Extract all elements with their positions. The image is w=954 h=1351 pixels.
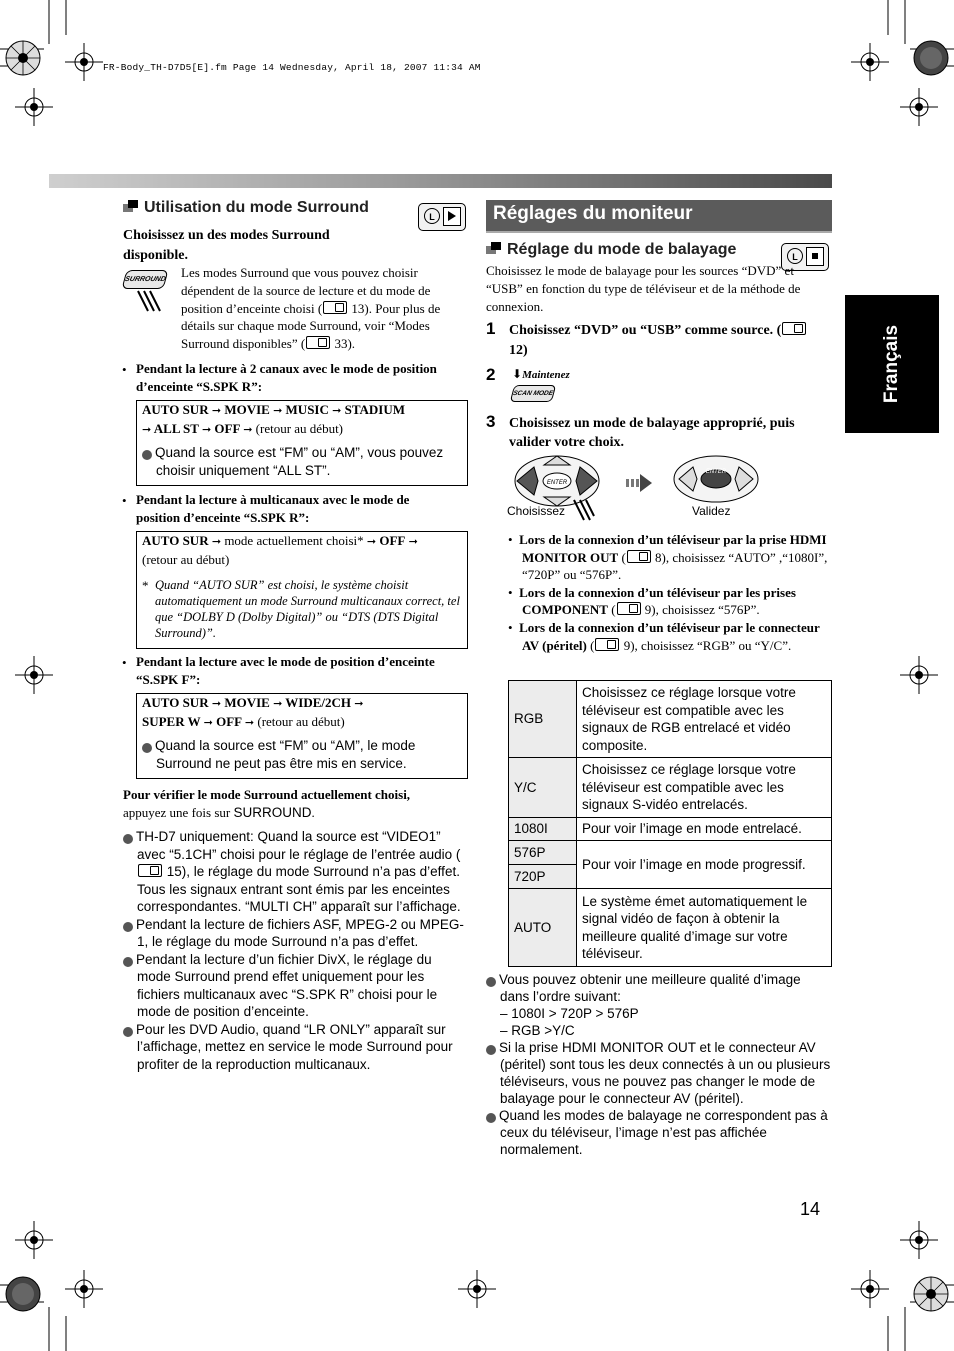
surround-heading: [123, 199, 369, 217]
table-row: [509, 889, 832, 967]
surround-key: SURROUND: [121, 270, 168, 289]
color-target-mark: [5, 1276, 41, 1312]
bullet-multichannel: Pendant la lecture à multicanaux avec le mode de position d’enceinte “S.SPK R”:: [136, 492, 410, 525]
surround-heading-text: Utilisation du mode Surround: [144, 199, 369, 216]
left-notes: [117, 828, 468, 1073]
step-number: 2: [486, 365, 496, 384]
language-tab: [845, 295, 939, 433]
page-ref-icon: [138, 864, 162, 877]
finger-icon: [124, 289, 170, 313]
section-title: Réglages du moniteur: [493, 203, 693, 224]
page-number: 14: [800, 1199, 821, 1219]
language-tab-label: Français: [881, 324, 902, 404]
page-ref-icon: [306, 336, 330, 349]
connection-bullet: • Lors de la connexion d’un téléviseur par la prise HDMI MONITOR OUT ( 8), choisissez “AUTO” ,“1080I”, “720P” ou “576P”.: [508, 532, 828, 583]
note-icon: ✓: [142, 450, 152, 460]
mode-sequence: AUTO SUR ➞ MOVIE ➞ WIDE/2CH ➞ SUPER W ➞ OFF ➞ (retour au début): [142, 695, 364, 729]
registration-mark: [65, 1270, 103, 1308]
mode-sequence: AUTO SUR ➞ MOVIE ➞ MUSIC ➞ STADIUM ➞ ALL ST ➞ OFF ➞ (retour au début): [142, 402, 406, 436]
note-icon: ✓: [486, 1113, 496, 1123]
color-target-mark: [913, 40, 949, 76]
surround-button-icon: [124, 270, 170, 312]
note-icon: ✓: [486, 977, 496, 987]
registration-mark: [15, 88, 53, 126]
note-item: ✓ Pour les DVD Audio, quand “LR ONLY” apparaît sur l’affichage, mettez en service le mode Surround pour profiter de la reproduction multicanaux.: [117, 1021, 453, 1072]
note-item: ✓ Vous pouvez obtenir une meilleure qualité d’image dans l’ordre suivant:: [480, 972, 801, 1004]
bullet-dot: •: [122, 362, 127, 377]
scan-heading: [486, 241, 736, 259]
color-target-mark: [913, 1276, 949, 1312]
table-key: 720P: [509, 865, 577, 889]
clock-icon: L: [787, 248, 803, 264]
scan-mode-key: SCAN MODE: [510, 385, 557, 402]
note-fm-am: ✓ Quand la source est “FM” ou “AM”, le mode Surround ne peut pas être mis en service.: [136, 738, 416, 771]
page-ref-icon: [617, 602, 641, 615]
bullet-dot: •: [122, 655, 127, 670]
note-icon: ✓: [486, 1045, 496, 1055]
scan-heading-text: Réglage du mode de balayage: [507, 241, 737, 258]
top-bar: [49, 174, 832, 188]
table-key: AUTO: [509, 889, 577, 967]
mode-sequence: AUTO SUR ➞ mode actuellement choisi* ➞ OFF ➞ (retour au début): [142, 533, 418, 567]
page-ref-icon: [595, 638, 619, 651]
file-header: FR-Body_TH-D7D5[E].fm Page 14 Wednesday, April 18, 2007 11:34 AM: [103, 62, 481, 73]
press-hold-icon: ⬇: [512, 367, 523, 381]
registration-mark: [65, 43, 103, 81]
table-desc: Choisissez ce réglage lorsque votre téléviseur est compatible avec les signaux de RGB entrelacé et vidéo composite.: [577, 681, 832, 758]
mode-box-2ch: [136, 400, 468, 486]
registration-mark: [851, 43, 889, 81]
clock-icon: L: [424, 208, 440, 224]
step-number: 3: [486, 412, 496, 431]
mode-box-multichannel: [136, 531, 468, 649]
note-icon: ✓: [123, 1027, 133, 1037]
note-item: ✓ TH-D7 uniquement: Quand la source est “VIDEO1” avec “5.1CH” choisi pour le réglage de l’entrée audio ( 15), le réglage du mode Surround n’a pas d’effet. Tous les signaux entrant sont émis par les enceintes correspondantes. “MULTI CH” apparaît sur l’affichage.: [117, 829, 461, 914]
registration-mark: [900, 656, 938, 694]
enter-key-label: ENTER: [705, 469, 727, 475]
step-1: Choisissez “DVD” ou “USB” comme source. ( 12): [509, 321, 829, 361]
scan-mode-table: [508, 680, 832, 967]
choose-label: Choisissez: [507, 504, 566, 518]
section-icon: [123, 200, 138, 213]
mode-box-spk-f: [136, 693, 468, 779]
connection-bullet: • Lors de la connexion d’un téléviseur par les prises COMPONENT ( 9), choisissez “576P”.: [508, 584, 796, 618]
verify-surround: Pour vérifier le mode Surround actuellement choisi, appuyez une fois sur SURROUND.: [123, 787, 411, 820]
arrow-right-icon: [626, 474, 652, 492]
step-3: Choisissez un mode de balayage approprié, puis valider votre choix.: [509, 416, 795, 450]
bullet-2ch: Pendant la lecture à 2 canaux avec le mode de position d’enceinte “S.SPK R”:: [136, 361, 437, 394]
note-subline: – RGB >Y/C: [500, 1023, 575, 1038]
step-2: ⬇Maintenez SCAN MODE: [512, 365, 570, 402]
finger-icon: [568, 498, 596, 522]
table-desc: Pour voir l’image en mode entrelacé.: [577, 818, 832, 841]
bullet-dot: •: [122, 493, 127, 508]
bullet-spk-f: Pendant la lecture avec le mode de position d’enceinte “S.SPK F”:: [136, 654, 435, 687]
page-ref-icon: [627, 550, 651, 563]
note-subline: – 1080I > 720P > 576P: [500, 1006, 639, 1021]
registration-mark: [900, 1221, 938, 1259]
table-row: [509, 681, 832, 758]
screen-icon: [443, 207, 461, 226]
scan-intro: Choisissez le mode de balayage pour les sources “DVD” et “USB” en fonction du type de téléviseur et de la méthode de connexion.: [486, 263, 801, 314]
table-key: Y/C: [509, 758, 577, 818]
note-icon: ✓: [142, 743, 152, 753]
registration-mark: [15, 656, 53, 694]
table-row: [509, 818, 832, 841]
cursor-pad-validate-icon: [671, 453, 761, 505]
registration-mark: [851, 1270, 889, 1308]
registration-mark: [15, 1221, 53, 1259]
step-number: 1: [486, 319, 496, 338]
table-desc: Choisissez ce réglage lorsque votre téléviseur est compatible avec les signaux S-vidéo entrelacés.: [577, 758, 832, 818]
surround-intro-text: Les modes Surround que vous pouvez choisir dépendent de la source de lecture et du mode de position d’enceinte choisi ( 13). Pour plus de détails sur chaque mode Surround, voir “Modes Surround disponibles” ( 33).: [181, 265, 441, 352]
validate-label: Validez: [692, 504, 731, 518]
page-ref-icon: [323, 301, 347, 314]
table-desc: Pour voir l’image en mode progressif.: [577, 841, 832, 889]
note-item: ✓ Pendant la lecture d’un fichier DivX, le réglage du mode Surround prend effet uniquement pour les fichiers multicanaux avec “S.SPK R” choisi pour le mode de position d’enceinte.: [117, 951, 438, 1019]
color-target-mark: [5, 40, 41, 76]
table-row: [509, 758, 832, 818]
table-key: 1080I: [509, 818, 577, 841]
table-key: 576P: [509, 841, 577, 865]
footnote-auto-sur: Quand “AUTO SUR” est choisi, le système choisit automatiquement un mode Surround multicanaux correct, tel que “DOLBY D (Dolby Digital)” ou “DTS (DTS Digital Surround)”.: [155, 578, 460, 640]
connection-bullet: • Lors de la connexion d’un téléviseur par le connecteur AV (péritel) ( 9), choisissez “RGB” ou “Y/C”.: [508, 619, 820, 653]
note-fm-am: ✓ Quand la source est “FM” ou “AM”, vous pouvez choisir uniquement “ALL ST”.: [136, 445, 444, 478]
connection-bullets: [508, 531, 832, 654]
right-notes: [480, 971, 832, 1158]
table-desc: Le système émet automatiquement le signal vidéo de façon à obtenir la meilleure qualité d’image sur votre téléviseur.: [577, 889, 832, 967]
note-item: ✓ Pendant la lecture de fichiers ASF, MPEG-2 ou MPEG-1, le réglage du mode Surround n’a pas d’effet.: [117, 916, 464, 949]
table-key: RGB: [509, 681, 577, 758]
page-ref-icon: [782, 322, 806, 335]
enter-key-label: ENTER: [546, 480, 568, 486]
section-title-banner: [486, 200, 832, 233]
note-icon: ✓: [123, 922, 133, 932]
note-icon: ✓: [123, 957, 133, 967]
section-icon: [486, 242, 501, 255]
disc-type-icon: [418, 203, 466, 231]
note-icon: ✓: [123, 834, 133, 844]
registration-mark: [900, 88, 938, 126]
note-item: ✓ Si la prise HDMI MONITOR OUT et le connecteur AV (péritel) sont tous les deux connectés à un ou plusieurs téléviseurs, vous ne pouvez pas changer le mode de balayage pour le connecteur AV (péritel).: [480, 1040, 831, 1106]
registration-mark: [458, 1270, 496, 1308]
surround-intro-bold: Choisissez un des modes Surround disponible.: [123, 228, 330, 263]
note-item: ✓ Quand les modes de balayage ne correspondent pas à ceux du téléviseur, l’image n’est pas affichée normalement.: [480, 1108, 828, 1157]
table-row: [509, 841, 832, 865]
footnote-star: *: [142, 578, 149, 593]
